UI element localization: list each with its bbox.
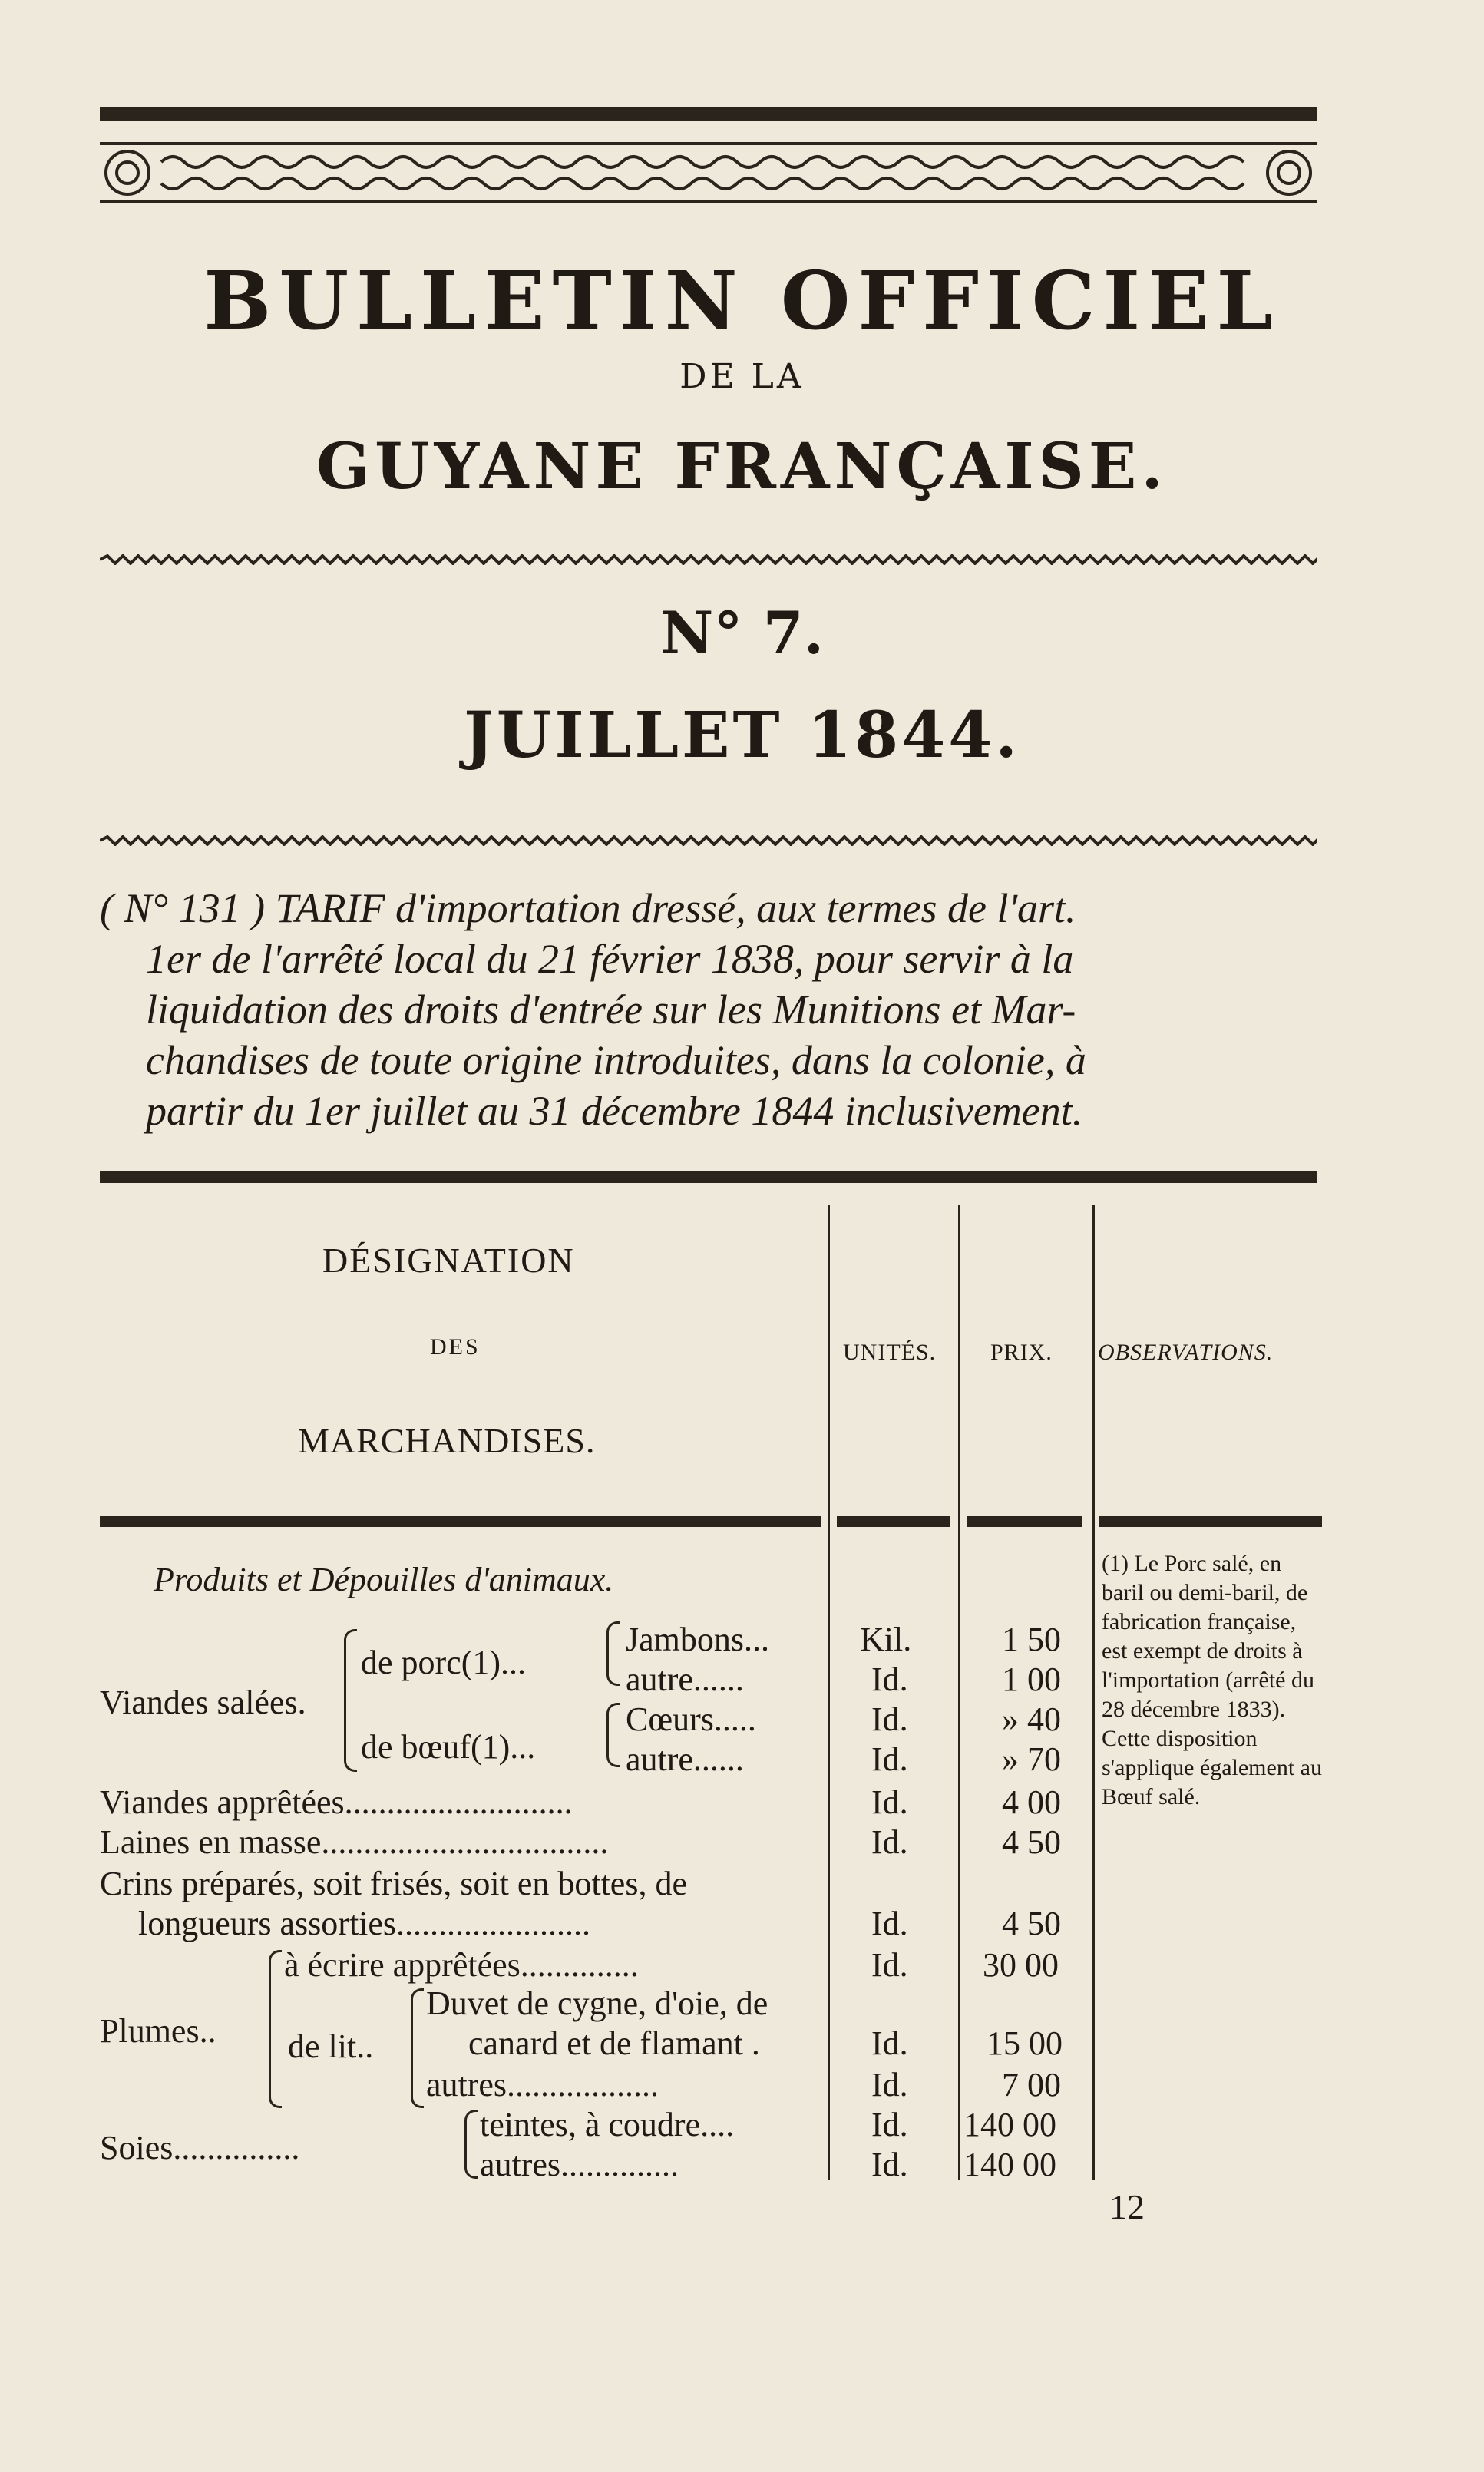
row-unit: Id. xyxy=(871,1905,908,1942)
issue-date: JUILLET 1844. xyxy=(464,699,1020,772)
row-price: 30 00 xyxy=(983,1946,1059,1984)
row-price: 4 50 xyxy=(1002,1823,1061,1861)
row-unit: Id. xyxy=(871,1823,908,1861)
row-unit: Id. xyxy=(871,2066,908,2104)
row-price: 4 00 xyxy=(1002,1783,1061,1821)
header-observations: OBSERVATIONS. xyxy=(1098,1340,1274,1365)
table-top-rule xyxy=(100,1171,1317,1183)
brace xyxy=(269,1950,282,2108)
column-divider xyxy=(828,1205,830,2180)
intro-line: liquidation des droits d'entrée sur les Munitions et Mar- xyxy=(146,986,1076,1033)
row-price: » 70 xyxy=(1002,1740,1061,1778)
row-label: autre...... xyxy=(626,1661,744,1698)
group-label: Soies............... xyxy=(100,2129,300,2166)
ornamental-border xyxy=(100,142,1317,203)
header-bar xyxy=(837,1516,950,1527)
brace xyxy=(411,1988,424,2108)
header-des: DES xyxy=(430,1334,481,1360)
header-units: UNITÉS. xyxy=(843,1340,937,1365)
row-unit: Id. xyxy=(871,1700,908,1738)
row-unit: Id. xyxy=(871,1783,908,1821)
row-price: 140 00 xyxy=(963,2146,1056,2183)
row-price: 140 00 xyxy=(963,2106,1056,2143)
row-unit: Kil. xyxy=(860,1621,912,1658)
row-label: Duvet de cygne, d'oie, de xyxy=(426,1985,768,2022)
header-marchandises: MARCHANDISES. xyxy=(298,1421,596,1460)
subgroup-label: de porc(1)... xyxy=(361,1644,527,1681)
brace xyxy=(344,1629,357,1772)
column-divider xyxy=(958,1205,960,2180)
row-label: Laines en masse.................................. xyxy=(100,1823,609,1861)
row-label: Crins préparés, soit frisés, soit en bottes, de xyxy=(100,1865,687,1902)
issue-number: N° 7. xyxy=(659,599,825,667)
masthead-title: BULLETIN OFFICIEL xyxy=(203,253,1281,348)
row-price: 15 00 xyxy=(987,2024,1063,2062)
row-unit: Id. xyxy=(871,2146,908,2183)
row-label: Cœurs..... xyxy=(626,1700,756,1738)
masthead-region: GUYANE FRANÇAISE. xyxy=(316,430,1168,504)
header-bar xyxy=(967,1516,1082,1527)
column-divider xyxy=(1092,1205,1095,2180)
row-label: Jambons... xyxy=(626,1621,769,1658)
header-price: PRIX. xyxy=(990,1340,1053,1365)
header-bar xyxy=(100,1516,821,1527)
intro-line: ( N° 131 ) TARIF d'importation dressé, aux termes de l'art. xyxy=(100,885,1076,931)
row-label: Viandes apprêtées........................... xyxy=(100,1783,573,1821)
header-bar xyxy=(1099,1516,1322,1527)
row-unit: Id. xyxy=(871,1661,908,1698)
row-price: 7 00 xyxy=(1002,2066,1061,2104)
intro-line: partir du 1er juillet au 31 décembre 1844 inclusivement. xyxy=(146,1088,1083,1134)
row-price: 1 00 xyxy=(1002,1661,1061,1698)
row-label: autre...... xyxy=(626,1740,744,1778)
intro-line: 1er de l'arrêté local du 21 février 1838, pour servir à la xyxy=(146,936,1074,982)
row-label: à écrire apprêtées.............. xyxy=(284,1946,639,1984)
row-label: autres.............. xyxy=(480,2146,679,2183)
row-unit: Id. xyxy=(871,2024,908,2062)
row-price: » 40 xyxy=(1002,1700,1061,1738)
brace xyxy=(464,2110,478,2179)
brace xyxy=(606,1621,620,1686)
row-price: 1 50 xyxy=(1002,1621,1061,1658)
wavy-divider xyxy=(100,835,1317,846)
tariff-intro xyxy=(100,883,1320,1136)
page-number: 12 xyxy=(1109,2187,1145,2226)
row-unit: Id. xyxy=(871,2106,908,2143)
subgroup-label: de bœuf(1)... xyxy=(361,1728,536,1766)
row-price: 4 50 xyxy=(1002,1905,1061,1942)
masthead-de-la: DE LA xyxy=(679,357,805,396)
brace xyxy=(606,1703,620,1767)
row-label: longueurs assorties....................... xyxy=(138,1905,591,1942)
row-label: canard et de flamant . xyxy=(468,2024,760,2062)
row-unit: Id. xyxy=(871,1946,908,1984)
row-label: teintes, à coudre.... xyxy=(480,2106,735,2143)
section-title: Produits et Dépouilles d'animaux. xyxy=(154,1561,614,1598)
header-designation: DÉSIGNATION xyxy=(322,1241,575,1280)
top-rule xyxy=(100,107,1317,121)
row-unit: Id. xyxy=(871,1740,908,1778)
wavy-divider xyxy=(100,554,1317,565)
group-label: Plumes.. xyxy=(100,2012,216,2050)
observation-note: (1) Le Porc salé, en baril ou demi-baril, de fabrication française, est exempt de droits à l'importation (arrêté du 28 décembre 1833). Cette disposition s'applique également au Bœuf salé. xyxy=(1102,1551,1322,1809)
group-label: Viandes salées. xyxy=(100,1684,306,1721)
row-label: autres.................. xyxy=(426,2066,659,2104)
intro-line: chandises de toute origine introduites, dans la colonie, à xyxy=(146,1037,1086,1083)
subgroup-label: de lit.. xyxy=(288,2028,374,2065)
